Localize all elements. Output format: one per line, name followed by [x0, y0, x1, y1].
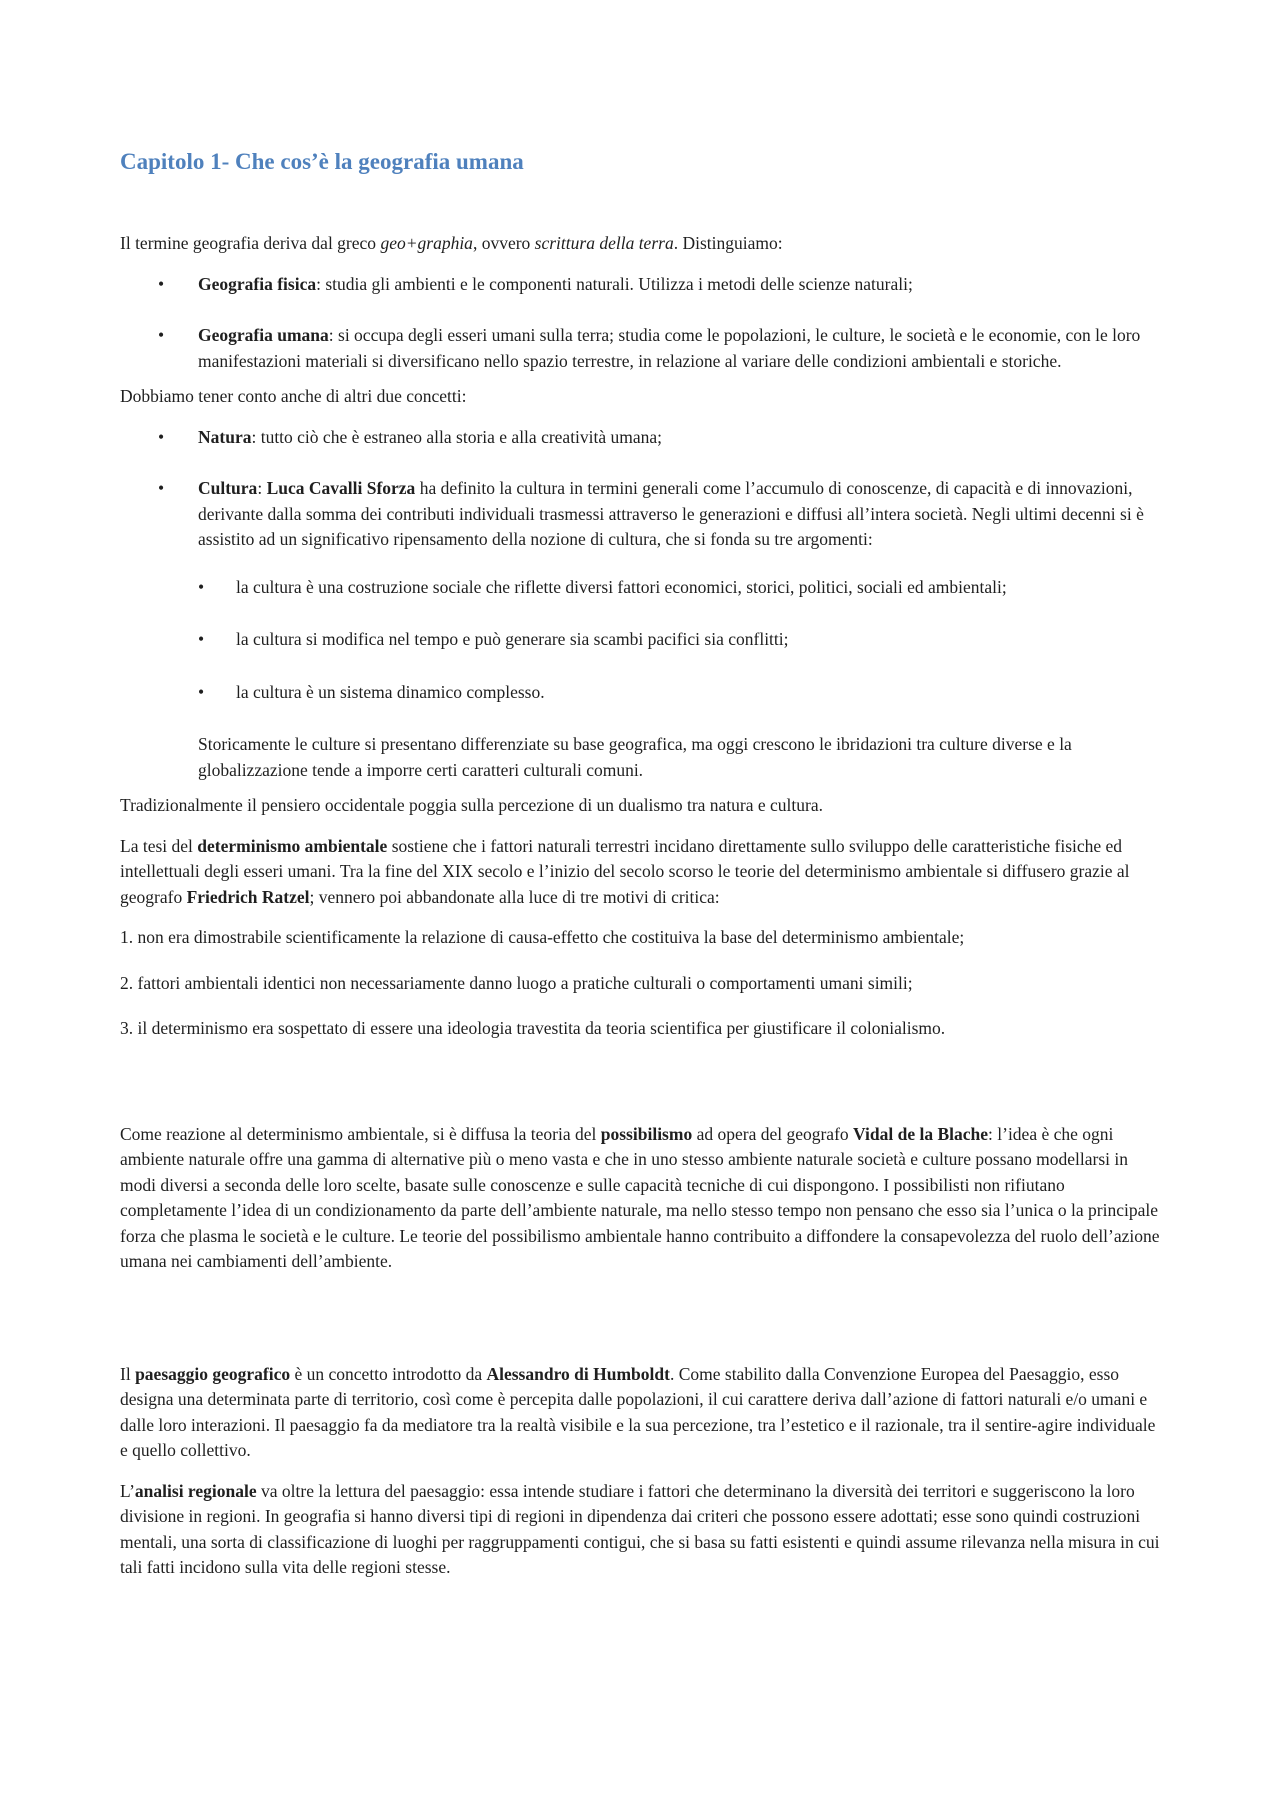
intro-paragraph: Il termine geografia deriva dal greco geo+graphia, ovvero scrittura della terra. Distinguiamo: — [120, 233, 783, 253]
spacer — [120, 1062, 1160, 1122]
critique-item: 2. fattori ambientali identici non necessariamente danno luogo a pratiche culturali o comportamenti umani simili; — [120, 972, 913, 993]
person-vidal-de-la-blache: Vidal de la Blache — [853, 1123, 989, 1144]
paesaggio-paragraph: Il paesaggio geografico è un concetto introdotto da Alessandro di Humboldt. Come stabilito dalla Convenzione Europea del Paesaggio, esso designa una determinata parte di territorio, così come è percepita dalle popolazioni, il cui carattere deriva dall’azione di fattori naturali e/o umani e dalle loro interazioni. Il paesaggio fa da mediatore tra la realtà visibile e la sua percezione, tra l’estetico e il razionale, tra il sentire-agire individuale e quello collettivo. — [120, 1363, 1156, 1460]
term-cultura: Cultura — [198, 478, 258, 498]
list-item: • Geografia umana: si occupa degli esseri umani sulla terra; studia come le popolazioni, le culture, le società e le economie, con le loro manifestazioni materiali si diversificano nello spazio terrestre, in relazione al variare delle condizioni ambientali e storiche. — [120, 323, 1160, 374]
critique-item: 1. non era dimostrabile scientificamente la relazione di causa-effetto che costituiva la base del determinismo ambientale; — [120, 927, 965, 947]
sub-list-item: • la cultura è una costruzione sociale che riflette diversi fattori economici, storici, politici, sociali ed ambientali; — [198, 575, 1160, 601]
chapter-title: Capitolo 1- Che cos’è la geografia umana — [120, 149, 524, 174]
greek-term: geo+graphia — [380, 233, 473, 253]
term-geografia-fisica: Geografia fisica — [198, 273, 317, 294]
translation-term: scrittura della terra — [534, 233, 674, 253]
list-item: • Geografia fisica: studia gli ambienti e le componenti naturali. Utilizza i metodi delle scienze naturali; — [120, 272, 1160, 298]
person-ratzel: Friedrich Ratzel — [186, 886, 310, 907]
term-analisi-regionale: analisi regionale — [134, 1480, 257, 1501]
term-possibilismo: possibilismo — [600, 1123, 693, 1144]
possibilismo-paragraph: Come reazione al determinismo ambientale, si è diffusa la teoria del possibilismo ad opera del geografo Vidal de la Blache: l’idea è che ogni ambiente naturale offre una gamma di alternative più o meno vasta e che in uno stesso ambiente naturale società e culture possano modellarsi in modi diversi a seconda delle loro scelte, basate sulle conoscenze e sulle capacità tecniche di cui dispongono. I possibilisti non rifiutano completamente l’idea di un condizionamento da parte dell’ambiente naturale, ma nello stesso tempo non pensano che esso sia l’unica o la principale forza che plasma le società e le culture. Le teorie del possibilismo ambientale hanno contribuito a diffondere la consapevolezza del ruolo dell’azione umana nei cambiamenti dell’ambiente. — [120, 1123, 1160, 1271]
determinismo-paragraph: La tesi del determinismo ambientale sostiene che i fattori naturali terrestri incidano direttamente sullo sviluppo delle caratteristiche fisiche ed intellettuali degli esseri umani. Tra la fine del XIX secolo e l’inizio del secolo scorso le teorie del determinismo ambientale si diffusero grazie al geografo Friedrich Ratzel; vennero poi abbandonate alla luce di tre motivi di critica: — [120, 835, 1130, 907]
person-humboldt: Alessandro di Humboldt — [486, 1363, 670, 1384]
spacer — [120, 1290, 1160, 1362]
term-paesaggio: paesaggio geografico — [135, 1363, 291, 1384]
geography-types-list — [120, 272, 1160, 375]
sub-list-item: • la cultura è un sistema dinamico complesso. — [198, 680, 1160, 706]
sub-list-item: • la cultura si modifica nel tempo e può generare sia scambi pacifici sia conflitti; — [198, 627, 1160, 653]
list-item: • Natura: tutto ciò che è estraneo alla storia e alla creatività umana; — [120, 425, 1160, 451]
culture-arguments-list — [198, 575, 1160, 706]
concepts-list — [120, 425, 1160, 784]
critique-item: 3. il determinismo era sospettato di essere una ideologia travestita da teoria scientifica per giustificare il colonialismo. — [120, 1018, 946, 1038]
term-determinismo: determinismo ambientale — [197, 835, 388, 856]
list-item: • Cultura: Luca Cavalli Sforza ha definito la cultura in termini generali come l’accumulo di conoscenze, di capacità e di innovazioni, derivante dalla somma dei contributi individuali trasmessi attraverso le generazioni e diffusi all’intera società. Negli ultimi decenni si è assistito ad un significativo ripensamento della nozione di cultura, che si fonda su tre argomenti: • la cultura è una costruzione sociale che riflette diversi fattori economici, storici, politici, sociali ed ambientali; • la cultura si modifica nel tempo e può generare sia scambi pacifici sia conflitti; • la cultura è un sistema dinamico complesso. Storicamente le culture si presentano differenziate su base geografica, ma oggi crescono le ibridazioni tra culture diverse e la globalizzazione tende a imporre certi caratteri culturali comuni. — [120, 476, 1160, 783]
critiques-list — [120, 925, 1160, 1042]
dualismo-paragraph: Tradizionalmente il pensiero occidentale poggia sulla percezione di un dualismo tra natura e cultura. — [120, 795, 823, 815]
person-cavalli-sforza: Luca Cavalli Sforza — [266, 478, 416, 498]
analisi-paragraph: L’analisi regionale va oltre la lettura del paesaggio: essa intende studiare i fattori che determinano la diversità dei territori e suggeriscono la loro divisione in regioni. In geografia si hanno diversi tipi di regioni in dipendenza dai criteri che possono essere adottati; esse sono quindi costruzioni mentali, una sorta di classificazione di luoghi per raggruppamenti contigui, che si basa su fatti esistenti e quindi assume rilevanza nella misura in cui tali fatti incidono sulla vita delle regioni stesse. — [120, 1480, 1160, 1577]
concepts-intro: Dobbiamo tener conto anche di altri due concetti: — [120, 386, 467, 406]
term-natura: Natura — [198, 426, 252, 447]
term-geografia-umana: Geografia umana — [198, 325, 329, 345]
culture-note: Storicamente le culture si presentano differenziate su base geografica, ma oggi crescono le ibridazioni tra culture diverse e la globalizzazione tende a imporre certi caratteri culturali comuni. — [198, 734, 1072, 780]
